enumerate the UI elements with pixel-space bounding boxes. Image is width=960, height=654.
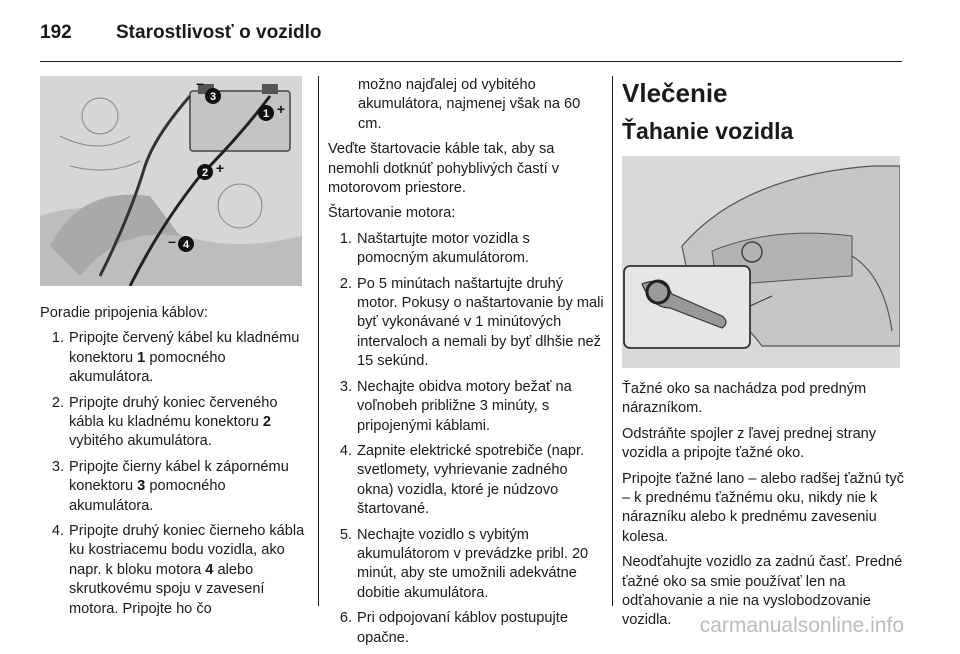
column-separator-1 xyxy=(318,76,319,606)
svg-text:–: – xyxy=(168,233,176,249)
watermark: carmanualsonline.info xyxy=(699,614,904,637)
jump-start-illustration xyxy=(40,76,302,286)
column-1 xyxy=(40,76,306,625)
connection-steps xyxy=(40,329,306,619)
list-item: 3. Pripojte čierny kábel k zápornému konektoru 3 pomocného akumulátora. xyxy=(51,458,289,514)
svg-text:–: – xyxy=(196,76,204,91)
list-item: 6. Pri odpojovaní káblov postupujte opačne. xyxy=(339,610,568,646)
connection-order-intro: Poradie pripojenia káblov: xyxy=(40,305,208,321)
list-item: 3. Nechajte obidva motory bežať na voľnobeh približne 3 minúty, s pripojenými káblami. xyxy=(339,378,572,434)
svg-text:+: + xyxy=(276,101,286,117)
paragraph: Odstráňte spojler z ľavej prednej strany vozidla a pripojte ťažné oko. xyxy=(622,425,877,462)
cable-routing-paragraph: Veďte štartovacie káble tak, aby sa nemohli dotknúť pohyblivých častí v motorovom priestore. xyxy=(328,141,559,197)
list-item: 1. Pripojte červený kábel ku kladnému konektoru 1 pomocného akumulátora. xyxy=(51,330,300,386)
section-heading: Vlečenie xyxy=(622,78,728,108)
column-3 xyxy=(622,76,904,637)
running-title: Starostlivosť o vozidlo xyxy=(116,22,322,43)
paragraph: Neodťahujte vozidlo za zadnú časť. Predné ťažné oko sa smie používať len na odťahovanie a nie na vyslobodzovanie vozidla. xyxy=(622,554,903,629)
svg-text:+: + xyxy=(215,160,225,176)
list-item: 1. Naštartujte motor vozidla s pomocným akumulátorom. xyxy=(339,230,530,267)
svg-text:4: 4 xyxy=(182,239,190,251)
tow-eye-illustration xyxy=(622,156,900,368)
header-rule xyxy=(40,61,902,62)
list-item: 2. Pripojte druhý koniec červeného kábla ku kladnému konektoru 2 vybitého akumulátora. xyxy=(51,394,278,450)
engine-bay-drawing xyxy=(40,76,302,286)
page-header xyxy=(40,18,321,48)
starting-intro: Štartovanie motora: xyxy=(328,205,456,222)
column-separator-2 xyxy=(612,76,613,606)
car-front-drawing xyxy=(622,156,900,368)
page-number: 192 xyxy=(40,22,72,43)
starting-steps xyxy=(328,230,604,648)
list-item: 4. Zapnite elektrické spotrebiče (napr. svetlomety, vyhrievanie zadného okna) vozidla, ktoré je núdzovo štartované. xyxy=(339,442,585,518)
svg-text:3: 3 xyxy=(209,91,217,103)
svg-text:2: 2 xyxy=(201,167,209,179)
step-continuation: možno najďalej od vybitého akumulátora, najmenej však na 60 cm. xyxy=(358,77,581,132)
list-item: 2. Po 5 minútach naštartujte druhý motor. Pokusy o naštartovanie by mali byť vykonávané v 1 minútových intervaloch a nemali by byť dlhšie než 15 sekúnd. xyxy=(339,275,604,370)
paragraph: Ťažné oko sa nachádza pod predným nárazníkom. xyxy=(622,381,867,417)
column-2 xyxy=(328,76,604,654)
svg-text:1: 1 xyxy=(262,108,270,120)
paragraph: Pripojte ťažné lano – alebo radšej ťažnú tyč – k prednému ťažnému oku, nikdy nie k nárazníku alebo k prednému zaveseniu kolesa. xyxy=(622,470,904,545)
list-item: 4. Pripojte druhý koniec čierneho kábla ku kostriacemu bodu vozidla, ako napr. k bloku motora 4 alebo skrutkovému spoju v zavesení motora. Pripojte ho čo xyxy=(51,523,305,617)
list-item: 5. Nechajte vozidlo s vybitým akumulátorom v prevádzke pribl. 20 minút, aby ste umožnili adekvátne dobitie akumulátora. xyxy=(339,526,589,601)
subsection-heading: Ťahanie vozidla xyxy=(622,118,794,144)
